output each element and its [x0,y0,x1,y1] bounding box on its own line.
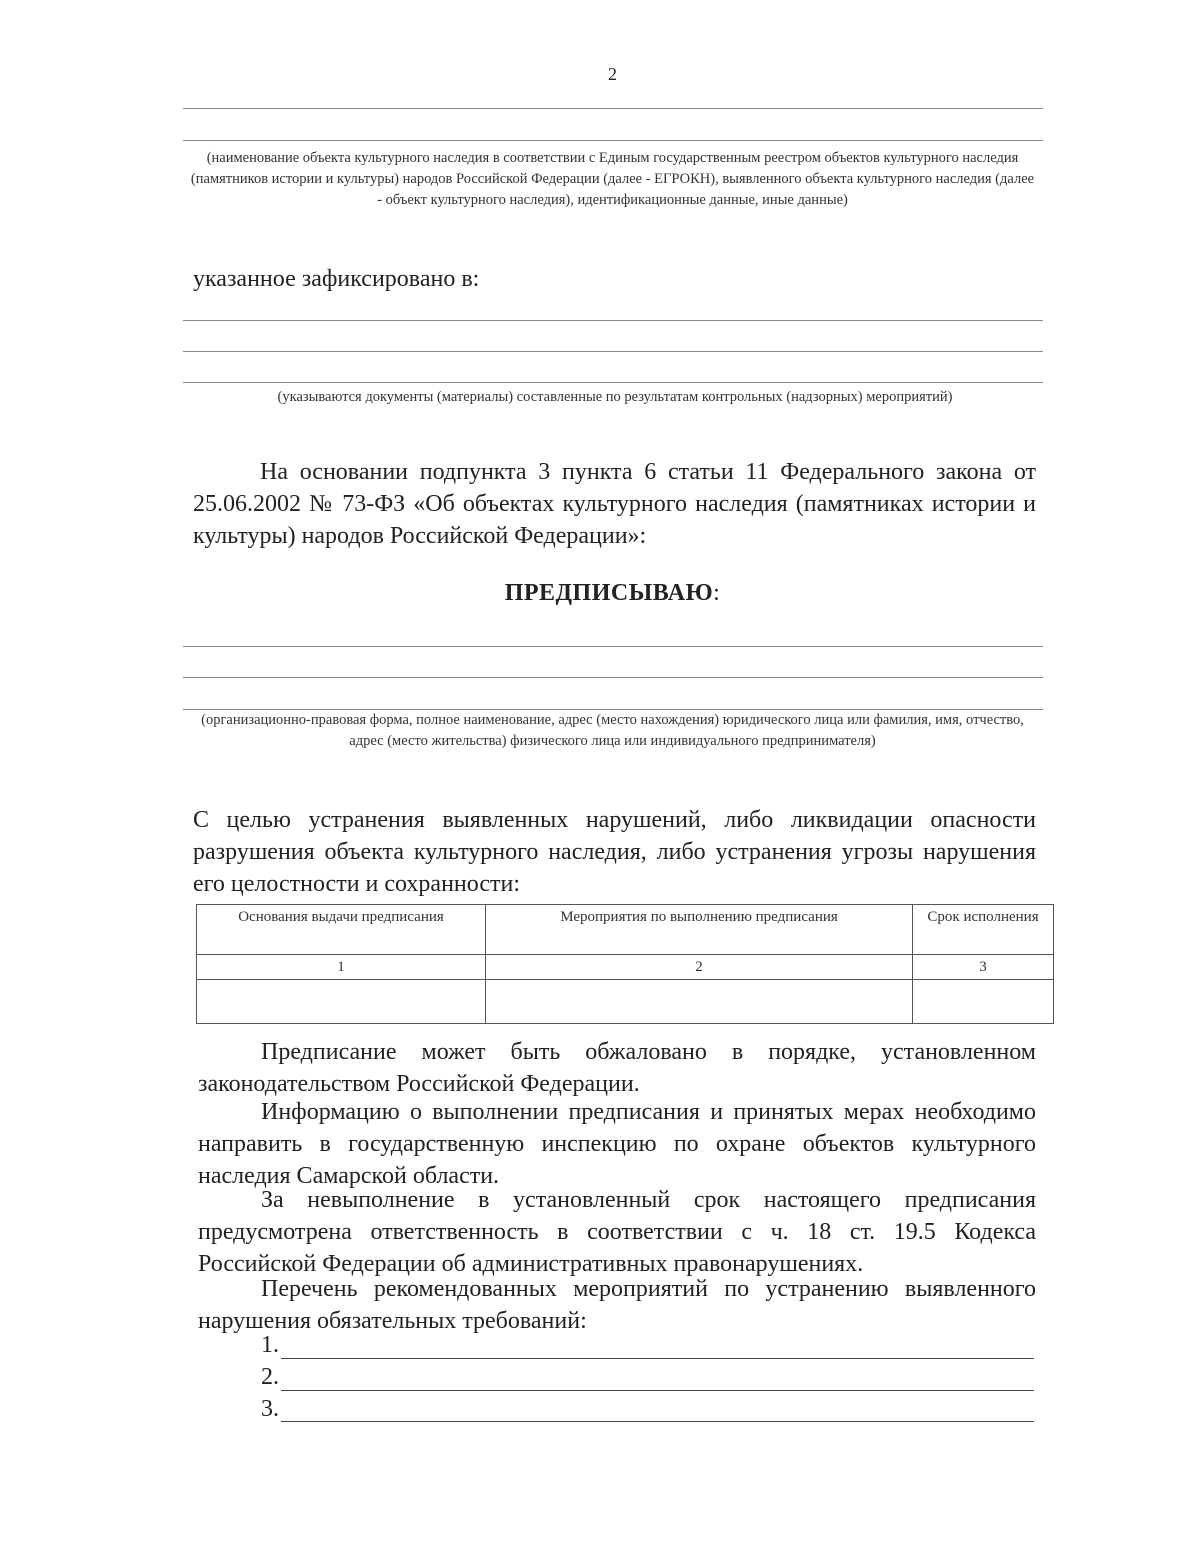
object-name-caption: (наименование объекта культурного наследия в соответствии с Единым государственным реестром объектов культурного наследия (памятников истории и культуры) народов Российской Федерации (далее - ЕГРОКН), выявленного объекта культурного наследия (далее - объект культурного наследия), идентификационные данные, иные данные) [190,150,1035,208]
documents-line-2 [183,351,1043,352]
order-heading-text: ПРЕДПИСЫВАЮ [504,580,714,606]
recommendations-intro: Перечень рекомендованных мероприятий по устранению выявленного нарушения обязательных требований: [198,1276,1036,1334]
col-number-2: 2 [486,955,913,980]
order-heading [0,580,1200,607]
legal-basis-paragraph: На основании подпункта 3 пункта 6 статьи 11 Федерального закона от 25.06.2002 № 73-ФЗ «Об объектах культурного наследия (памятниках истории и культуры) народов Российской Федерации»: [193,459,1036,549]
order-heading-colon: : [713,580,721,606]
table-row [197,980,1054,1024]
page-number: 2 [608,64,617,84]
object-name-line-1 [183,108,1043,109]
recommendation-line-1 [281,1358,1034,1359]
header-deadline: Срок исполнения [913,905,1054,955]
empty-cell [913,980,1054,1024]
object-name-line-2 [183,140,1043,141]
empty-cell [197,980,486,1024]
liability-paragraph: За невыполнение в установленный срок настоящего предписания предусмотрена ответственность в соответствии с ч. 18 ст. 19.5 Кодекса Российской Федерации об административных правонарушениях. [198,1187,1036,1277]
table-number-row [197,955,1054,980]
recommendation-number-1: 1. [261,1332,279,1358]
header-measures: Мероприятия по выполнению предписания [486,905,913,955]
recommendation-number-2: 2. [261,1364,279,1390]
fixed-in-label: указанное зафиксировано в: [193,266,480,292]
documents-line-1 [183,320,1043,321]
addressee-caption: (организационно-правовая форма, полное наименование, адрес (место нахождения) юридического лица или фамилия, имя, отчество, адрес (место жительства) физического лица или индивидуального предпринимателя) [201,712,1024,749]
addressee-line-2 [183,677,1043,678]
col-number-1: 1 [197,955,486,980]
header-basis: Основания выдачи предписания [197,905,486,955]
purpose-paragraph: С целью устранения выявленных нарушений, либо ликвидации опасности разрушения объекта культурного наследия, либо устранения угрозы нарушения его целостности и сохранности: [193,807,1036,897]
prescription-table [196,904,1054,1024]
info-paragraph: Информацию о выполнении предписания и принятых мерах необходимо направить в государственную инспекцию по охране объектов культурного наследия Самарской области. [198,1099,1036,1189]
addressee-line-1 [183,646,1043,647]
documents-line-3 [183,382,1043,383]
empty-cell [486,980,913,1024]
recommendation-line-3 [281,1421,1034,1422]
recommendation-line-2 [281,1390,1034,1391]
recommendation-number-3: 3. [261,1396,279,1422]
table-header-row [197,905,1054,955]
col-number-3: 3 [913,955,1054,980]
documents-caption: (указываются документы (материалы) составленные по результатам контрольных (надзорных) мероприятий) [277,389,953,405]
appeal-paragraph: Предписание может быть обжаловано в порядке, установленном законодательством Российской Федерации. [198,1039,1036,1097]
